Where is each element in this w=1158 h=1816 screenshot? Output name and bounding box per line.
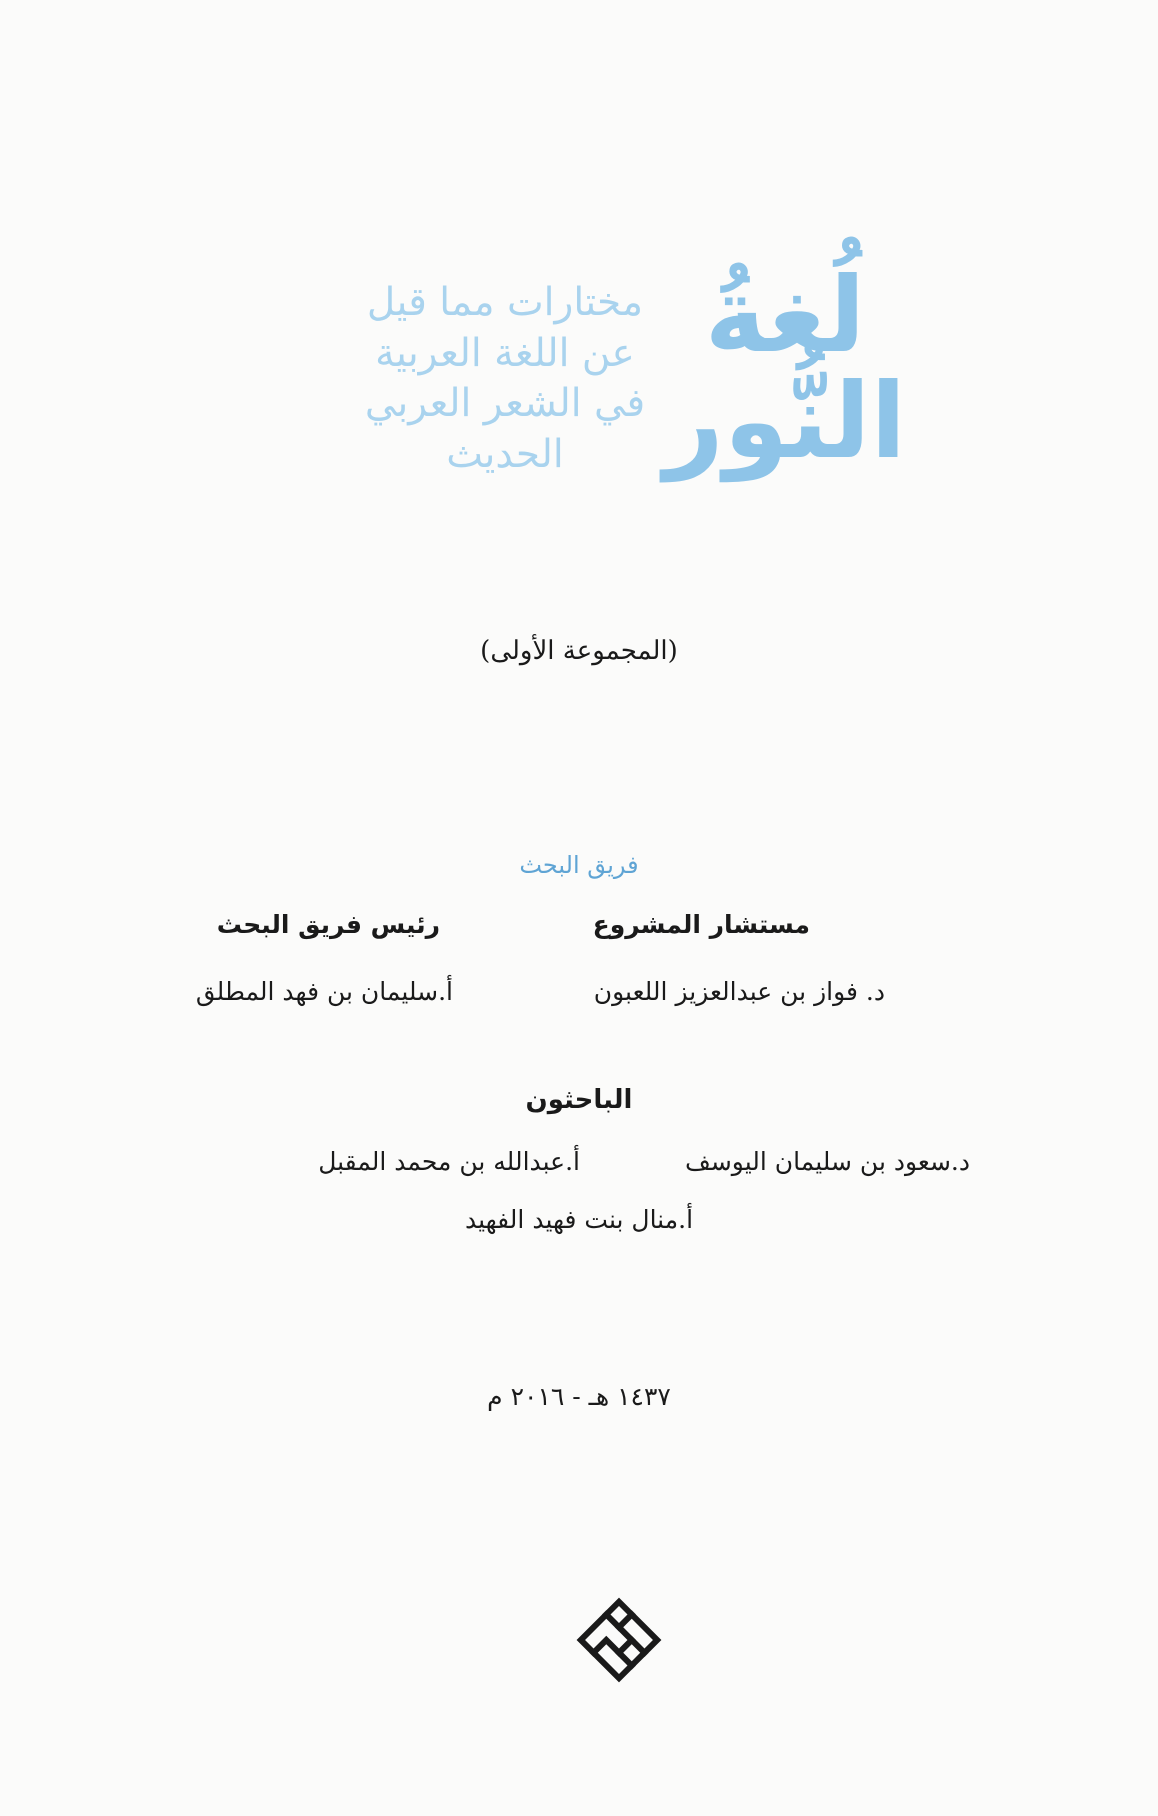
consultant-name: د. فواز بن عبدالعزيز اللعبون <box>593 977 885 1006</box>
consultant-block <box>592 910 980 1006</box>
subtitle-line-1: مختارات مما قيل <box>366 280 644 325</box>
team-head-name: أ.سليمان بن فهد المطلق <box>195 977 453 1006</box>
consultant-role: مستشار المشروع <box>592 910 810 939</box>
collection-label: (المجموعة الأولى) <box>480 636 678 666</box>
publisher-logo-icon <box>574 1595 664 1685</box>
researcher-name: د.سعود بن سليمان اليوسف <box>684 1147 970 1176</box>
publication-date: ١٤٣٧ هـ - ٢٠١٦ م <box>487 1382 671 1411</box>
subtitle-line-2: عن اللغة العربية <box>375 330 635 376</box>
team-head-role: رئيس فريق البحث <box>216 910 440 939</box>
researchers-heading: الباحثون <box>525 1085 633 1115</box>
researcher-name: أ.عبدالله بن محمد المقبل <box>318 1147 580 1176</box>
book-title-line-2: النُّور <box>663 360 907 483</box>
subtitle-line-3: في الشعر العربي <box>364 381 646 427</box>
research-team-heading: فريق البحث <box>519 851 639 879</box>
subtitle-line-4: الحديث <box>446 432 564 478</box>
book-title <box>655 254 915 483</box>
book-subtitle <box>350 278 660 481</box>
researcher-name: أ.منال بنت فهيد الفهيد <box>464 1205 694 1234</box>
book-title-line-1: لُغةُ <box>704 254 866 376</box>
team-head-block <box>98 910 478 1006</box>
